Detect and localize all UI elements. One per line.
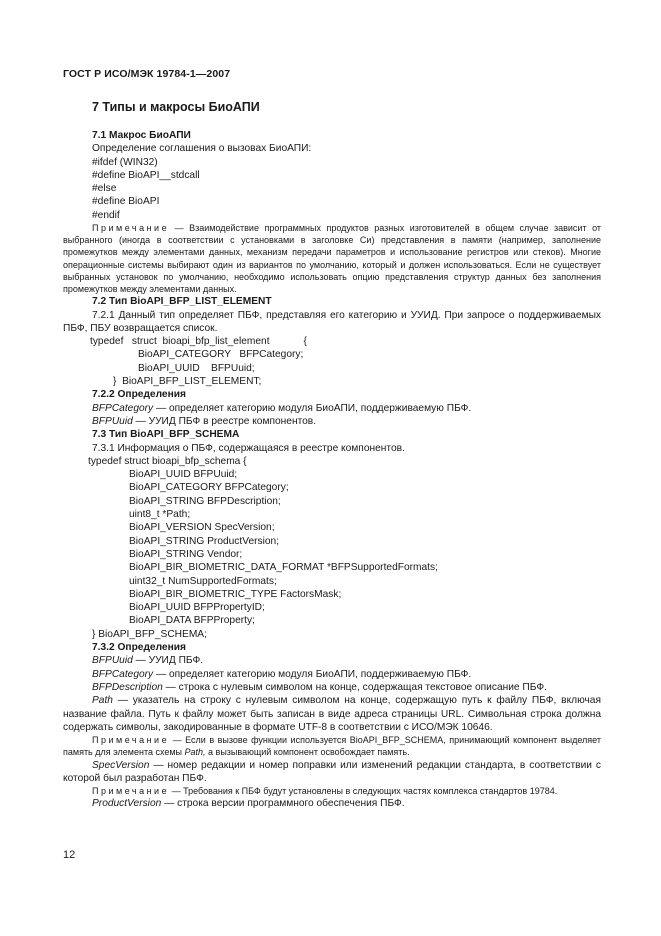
definition-text: — УУИД ПБФ в реестре компонентов. — [132, 415, 317, 427]
note-label: Примечание — [92, 735, 170, 746]
note-term: Path, — [184, 747, 206, 758]
code-line: BioAPI_CATEGORY BFPCategory; — [138, 349, 304, 361]
note-text: а вызывающий компонент освобождает память. — [205, 747, 410, 758]
standard-header: ГОСТ Р ИСО/МЭК 19784-1—2007 — [63, 68, 231, 80]
note-label: Примечание — [92, 223, 170, 234]
note-text: — Если в вызове функции используется BioAPI_BFP_SCHEMA, принимающий компонент выделяет память для элемента схемы — [63, 735, 601, 758]
code-line: typedef struct bioapi_bfp_schema { — [88, 455, 247, 467]
definition-text: — номер редакции и номер поправки или изменений редакции стандарта, в соответствии с которой был разработан ПБФ. — [63, 759, 601, 784]
code-line: } BioAPI_BFP_LIST_ELEMENT; — [113, 376, 262, 388]
note-text: — Взаимодействие программных продуктов разных изготовителей в общем случае зависит от выбранного (иногда в соответствии с установками в заголовке Си) представления в памяти (например, заполнение промежутков между элементами данных, механизм передачи параметров и использование регистров или стеков). Многие операционные системы выбирают один из вариантов по умолчанию, который и должен использоваться. Если не существует выбранных установок по умолчанию, необходимо использовать опцию представления структур данных без заполнения промежутков между элементами данных. — [63, 223, 601, 295]
definition — [63, 402, 601, 415]
subsection-7-2-title: 7.2 Тип BioAPI_BFP_LIST_ELEMENT — [92, 296, 272, 308]
definition-term: BFPUuid — [92, 415, 133, 427]
code-line: uint32_t NumSupportedFormats; — [129, 575, 277, 587]
calling-convention-intro: Определение соглашения о вызовах БиоАПИ: — [92, 143, 312, 155]
definition-text: — строка версии программного обеспечения ПБФ. — [161, 798, 405, 810]
code-line: #define BioAPI__stdcall — [92, 169, 200, 181]
definition-term: ProductVersion — [92, 798, 162, 810]
code-line: BioAPI_BIR_BIOMETRIC_TYPE FactorsMask; — [129, 588, 342, 600]
code-line: #endif — [92, 209, 120, 221]
definition-term: SpecVersion — [92, 759, 150, 771]
code-line: BioAPI_VERSION SpecVersion; — [129, 522, 275, 534]
definition-text: — определяет категорию модуля БиоАПИ, поддерживаемую ПБФ. — [153, 668, 472, 680]
definition-term: BFPCategory — [92, 668, 154, 680]
definition-text: — строка с нулевым символом на конце, содержащая текстовое описание ПБФ. — [162, 681, 547, 693]
code-line: BioAPI_DATA BFPProperty; — [129, 615, 255, 627]
definition-term: BFPDescription — [92, 681, 163, 693]
subsection-7-3-title: 7.3 Тип BioAPI_BFP_SCHEMA — [92, 429, 240, 441]
note-label: Примечание — [92, 786, 170, 797]
definition — [63, 797, 601, 810]
code-line: uint8_t *Path; — [129, 509, 191, 521]
code-line: BioAPI_BIR_BIOMETRIC_DATA_FORMAT *BFPSupportedFormats; — [129, 562, 438, 574]
code-line: BioAPI_STRING BFPDescription; — [129, 495, 281, 507]
subsection-7-1-title: 7.1 Макрос БиоАПИ — [92, 130, 191, 141]
definition — [63, 759, 601, 786]
code-line: #ifdef (WIN32) — [92, 156, 158, 168]
note-memory-representation — [63, 222, 601, 295]
note-requirements — [63, 785, 601, 797]
code-line: BioAPI_CATEGORY BFPCategory; — [129, 482, 289, 494]
paragraph-7-2-1: 7.2.1 Данный тип определяет ПБФ, представляя его категорию и УУИД. При запросе о поддерживаемых ПБФ, ПБУ возвращается список. — [63, 309, 601, 334]
note-path-memory — [63, 734, 601, 758]
definition — [63, 681, 601, 694]
definition-term: BFPUuid — [92, 655, 133, 667]
code-line: BioAPI_UUID BFPUuid; — [138, 362, 255, 374]
definition — [63, 668, 601, 681]
section-title: 7 Типы и макросы БиоАПИ — [92, 100, 260, 114]
subsection-7-2-2-title: 7.2.2 Определения — [92, 389, 186, 401]
definition-text: — указатель на строку с нулевым символом на конце, содержащую путь к файлу ПБФ, включая название файла. Путь к файлу может быть записан в виде адреса страницы URL. Символьная строка должна содержать символы, закодированные в формате UTF-8 в соответствии с ИСО/МЭК 10646. — [63, 695, 601, 733]
definition-text: — УУИД ПБФ. — [132, 655, 204, 667]
code-line: #define BioAPI — [92, 196, 160, 208]
code-line: typedef struct bioapi_bfp_list_element { — [90, 336, 307, 348]
code-line: BioAPI_UUID BFPUuid; — [129, 469, 238, 481]
definition-text: — определяет категорию модуля БиоАПИ, поддерживаемую ПБФ. — [153, 402, 472, 414]
code-line: BioAPI_STRING ProductVersion; — [129, 535, 280, 547]
code-line: } BioAPI_BFP_SCHEMA; — [92, 628, 207, 640]
code-line: BioAPI_UUID BFPPropertyID; — [129, 602, 265, 614]
code-line: #else — [92, 183, 117, 195]
subsection-7-3-2-title: 7.3.2 Определения — [92, 642, 186, 654]
definition — [63, 415, 601, 428]
definition — [63, 654, 601, 667]
paragraph-7-3-1: 7.3.1 Информация о ПБФ, содержащаяся в реестре компонентов. — [92, 442, 405, 454]
page-number: 12 — [63, 849, 76, 861]
definition-term: BFPCategory — [92, 402, 154, 414]
code-line: BioAPI_STRING Vendor; — [129, 548, 243, 560]
document-body — [63, 129, 601, 811]
note-text: — Требования к ПБФ будут установлены в следующих частях комплекса стандартов 19784. — [169, 786, 558, 797]
definition — [63, 694, 601, 734]
definition-term: Path — [92, 695, 113, 707]
